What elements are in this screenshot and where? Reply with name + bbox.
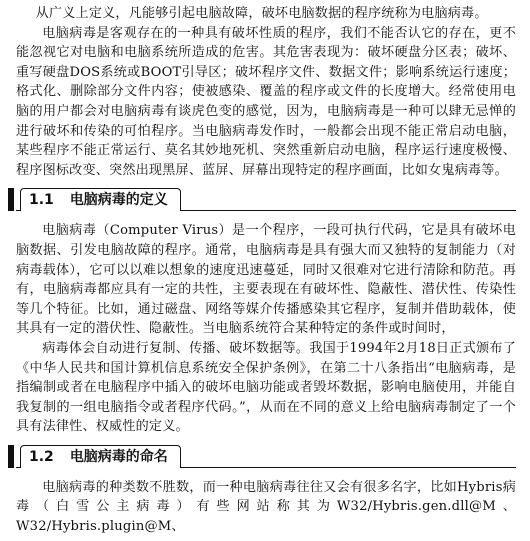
heading-box [20, 188, 181, 211]
heading-marker-bar [8, 445, 14, 468]
section2-paragraph-1: 电脑病毒的种类数不胜数，而一种电脑病毒往往又会有很多名字，比如Hybris病毒（白雪公主病毒）有些网站称其为W32/Hybris.gen.dll@M、W32/Hybris.plugin@M、 [16, 479, 516, 535]
section-title: 电脑病毒的命名 [69, 448, 168, 465]
section1-paragraph-1: 电脑病毒（Computer Virus）是一个程序，一段可执行代码，它是具有破坏电脑数据、引发电脑故障的程序。通常，电脑病毒是具有强大而又独特的复制能力（对病毒载体），它可以以难以想象的速度迅速蔓延，同时又很难对它进行清除和防范。再有，电脑病毒都应具有一定的共性，主要表现在有破坏性、隐蔽性、潜伏性、传染性等几个特征。比如，通过磁盘、网络等媒介传播感染其它程序，复制并借助载体，使其具有一定的潜伏性、隐蔽性。当电脑系统符合某种特定的条件或时间时， [16, 223, 516, 337]
intro-paragraph-1: 从广义上定义，凡能够引起电脑故障，破坏电脑数据的程序统称为电脑病毒。 [35, 6, 488, 21]
heading-marker-bar [8, 188, 14, 211]
section-title: 电脑病毒的定义 [69, 192, 168, 209]
section-number: 1.2 [29, 448, 54, 465]
section1-paragraph-2: 病毒体会自动进行复制、传播、破坏数据等。我国于1994年2月18日正式颁布了《中华人民共和国计算机信息系统安全保护条例》，在第二十八条指出“电脑病毒，是指编制或者在电脑程序中插入的破坏电脑功能或者毁坏数据，影响电脑使用，并能自我复制的一组电脑指令或者程序代码。”，从而在不同的意义上给电脑病毒制定了一个具有法律性、权威性的定义。 [16, 340, 516, 435]
heading-box [20, 445, 181, 468]
section-heading-1-1 [16, 188, 516, 211]
section-number: 1.1 [29, 192, 54, 209]
intro-paragraph-2: 电脑病毒是客观存在的一种具有破坏性质的程序，我们不能否认它的存在，更不能忽视它对电脑和电脑系统所造成的危害。其危害表现为：破坏硬盘分区表；破坏、重写硬盘DOS系统或BOOT引导区；破坏程序文件、数据文件；影响系统运行速度；格式化、删除部分文件内容；使被感染、覆盖的程序或文件的长度增大。经常使用电脑的用户都会对电脑病毒有谈虎色变的感觉，因为，电脑病毒是一种可以肆无忌惮的进行破坏和传染的可怕程序。当电脑病毒发作时，一般都会出现不能正常启动电脑，某些程序不能正常运行、莫名其妙地死机、突然重新启动电脑，程序运行速度极慢、程序图标改变、突然出现黑屏、蓝屏、屏幕出现特定的程序画面，比如女鬼病毒等。 [16, 25, 516, 178]
section-heading-1-2 [16, 445, 516, 468]
